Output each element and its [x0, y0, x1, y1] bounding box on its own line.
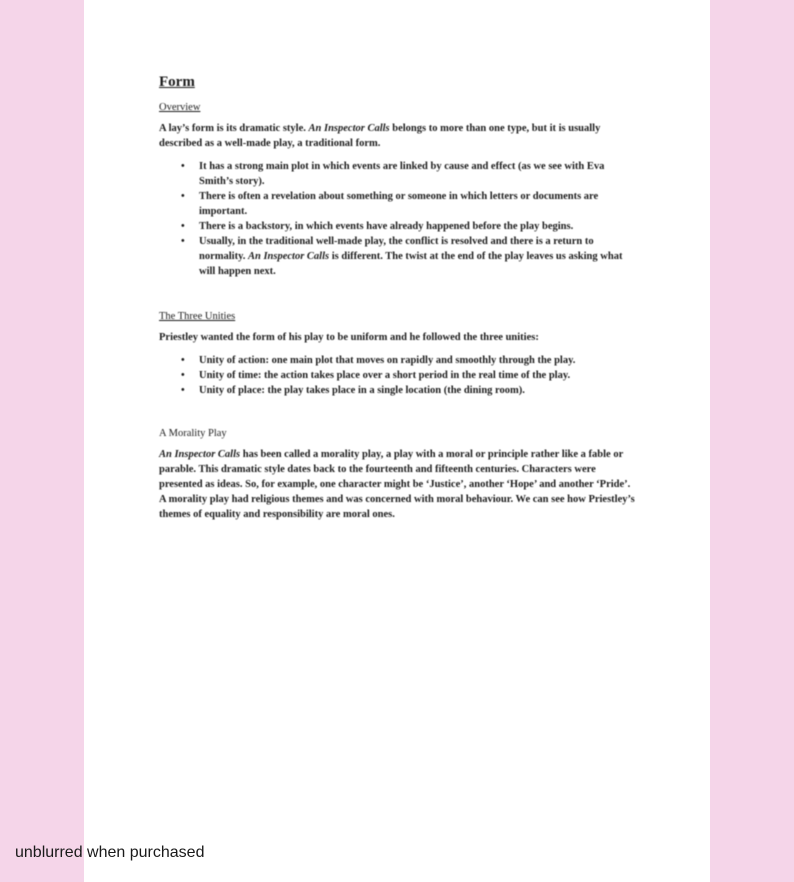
overview-bullet [199, 234, 639, 279]
unities-bullet: • Unity of action: one main plot that moves on rapidly and smoothly through the play. [199, 353, 639, 368]
overview-bullet: • There is often a revelation about something or someone in which letters or documents are important. [199, 189, 639, 219]
unities-bullet: • Unity of place: the play takes place in a single location (the dining room). [199, 383, 639, 398]
spacer [159, 279, 639, 309]
unities-heading: The Three Unities [159, 311, 236, 322]
watermark-text: unblurred when purchased [15, 844, 205, 861]
spacer [159, 398, 639, 426]
overview-intro-part2: belongs to more than one type, but it is usually described as a well-made play, a traditional form. [159, 123, 601, 149]
document-page [84, 0, 710, 882]
overview-bullet4-title: An Inspector Calls [248, 251, 330, 262]
morality-paragraph [159, 447, 639, 522]
overview-bullet4-part1: Usually, in the traditional well-made play, the conflict is resolved and there is a return to normality. [199, 236, 594, 262]
overview-intro-title: An Inspector Calls [308, 123, 390, 134]
overview-heading: Overview [159, 102, 201, 113]
unities-bullet: • Unity of time: the action takes place over a short period in the real time of the play. [199, 368, 639, 383]
overview-bullet4-part2: is different. The twist at the end of the play leaves us asking what will happen next. [199, 251, 623, 277]
document-title: Form [159, 74, 195, 90]
unities-bullet-list [159, 353, 639, 398]
unities-intro: Priestley wanted the form of his play to be uniform and he followed the three unities: [159, 332, 539, 343]
morality-heading: A Morality Play [159, 428, 227, 439]
morality-title: An Inspector Calls [159, 449, 241, 460]
overview-bullet: • It has a strong main plot in which events are linked by cause and effect (as we see with Eva Smith’s story). [199, 159, 639, 189]
morality-text: has been called a morality play, a play with a moral or principle rather like a fable or parable. This dramatic style dates back to the fourteenth and fifteenth centuries. Characters were presented as ideas. So, for example, one character might be ‘Justice’, another ‘Hope’ and another ‘Pride’. A morality play had religious themes and was concerned with moral behaviour. We can see how Priestley’s themes of equality and responsibility are moral ones. [159, 449, 635, 520]
overview-intro [159, 121, 639, 151]
overview-intro-part1: A lay’s form is its dramatic style. [159, 123, 309, 134]
overview-bullet: • There is a backstory, in which events have already happened before the play begins. [199, 219, 639, 234]
document-content [159, 72, 639, 530]
overview-bullet-list [159, 159, 639, 279]
